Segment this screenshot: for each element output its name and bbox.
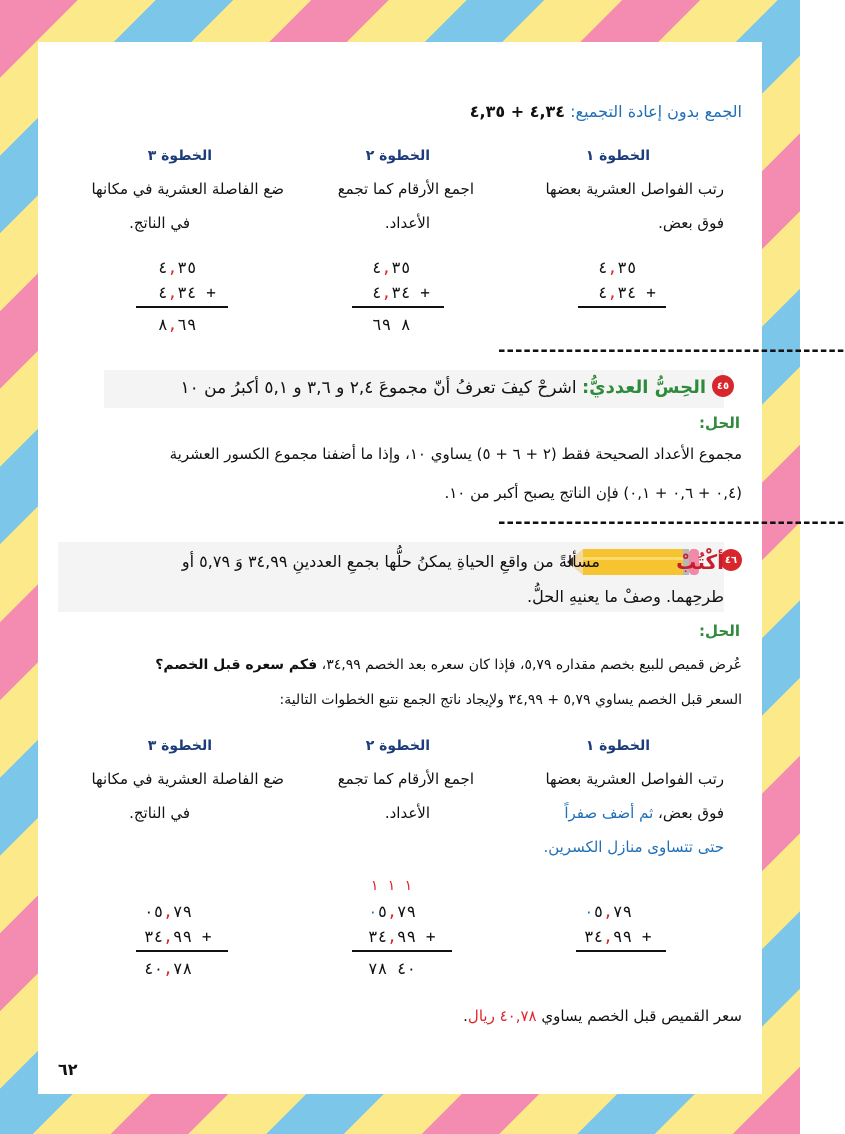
question-45-title: الحِسُّ العدديُّ: — [581, 377, 706, 398]
page-number: ٦٢ — [58, 1060, 78, 1079]
heading-expression: ٤,٣٤ + ٤,٣٥ — [469, 102, 566, 121]
calc2-step2-addend1: ٠٥,٧٩ — [368, 902, 417, 921]
calc1-step2-addend2: ٤,٣٤ + — [372, 283, 430, 302]
step3b-title: الخطوة ٣ — [147, 738, 212, 754]
step1-text-line2: فوق بعض. — [658, 214, 724, 232]
step2-text-line1: اجمع الأرقام كما تجمع — [337, 180, 474, 198]
question-46-solution-label: الحل: — [699, 622, 740, 640]
conclusion-value: ٤٠,٧٨ ريال — [467, 1007, 537, 1025]
calc2-step3-sum: ٤٠,٧٨ — [144, 959, 193, 978]
question-45-text: اشرحْ كيفَ تعرفُ أنّ مجموعَ ٢,٤ و ٣,٦ و ٥,١ أكبرُ من ١٠ — [180, 378, 577, 398]
divider-dashes-2: ----------------------------------------- — [498, 512, 845, 533]
question-46-price-line: السعر قبل الخصم يساوي ٥,٧٩ + ٣٤,٩٩ ولإيجاد ناتج الجمع نتبع الخطوات التالية: — [279, 692, 742, 708]
step1-text-line1: رتب الفواصل العشرية بعضها — [545, 180, 724, 198]
step1b-text-line2: فوق بعض، ثم أضف صفراً — [564, 804, 724, 822]
calc1-step1-addend2: ٤,٣٤ + — [598, 283, 656, 302]
step3-text-line1: ضع الفاصلة العشرية في مكانها — [91, 180, 284, 198]
question-46-text-line1: مسألةً من واقعِ الحياةِ يمكنُ حلُّها بجمعِ العددينِ ٣٤,٩٩ وَ ٥,٧٩ أو — [181, 552, 600, 571]
step2b-title: الخطوة ٢ — [365, 738, 430, 754]
step2-text-line2: الأعداد. — [384, 214, 430, 232]
calc1-step3-rule — [136, 306, 228, 308]
calc2-step2-sum: ٤٠ ٧٨ — [368, 959, 417, 978]
calc2-step3-addend2: ٣٤,٩٩ + — [144, 927, 212, 946]
question-45-answer-line2: (٠,٤ + ٠,٦ + ٠,١) فإن الناتج يصبح أكبر من ١٠. — [444, 484, 742, 502]
question-45-solution-label: الحل: — [699, 414, 740, 432]
step1b-text-line1: رتب الفواصل العشرية بعضها — [545, 770, 724, 788]
plus-sign: + — [646, 283, 656, 302]
calc1-step2-sum: ٨ ٦٩ — [372, 315, 411, 334]
calc2-step1-rule — [576, 950, 666, 952]
conclusion-line: سعر القميص قبل الخصم يساوي ٤٠,٧٨ ريال. — [463, 1007, 742, 1025]
step2b-text-line1: اجمع الأرقام كما تجمع — [337, 770, 474, 788]
calc1-step2-rule — [352, 306, 444, 308]
calc2-step3-rule — [136, 950, 228, 952]
question-45-answer-line1: مجموع الأعداد الصحيحة فقط (٢ + ٦ + ٥) يساوي ١٠، وإذا ما أضفنا مجموع الكسور العشرية — [169, 445, 742, 463]
step1b-text-line3: حتى تتساوى منازل الكسرين. — [543, 838, 724, 856]
question-45-number-badge: ٤٥ — [712, 375, 734, 397]
step3-text-line2: في الناتج. — [129, 214, 190, 232]
step1-title: الخطوة ١ — [585, 148, 650, 164]
divider-dashes-1: ----------------------------------------- — [498, 340, 845, 361]
calc1-step3-addend1: ٤,٣٥ — [158, 258, 197, 277]
step3-title: الخطوة ٣ — [147, 148, 212, 164]
calc1-step2-addend1: ٤,٣٥ — [372, 258, 411, 277]
step3b-text-line2: في الناتج. — [129, 804, 190, 822]
calc2-step2-rule — [352, 950, 452, 952]
step1b-title: الخطوة ١ — [585, 738, 650, 754]
calc2-step1-addend1: ٠٥,٧٩ — [584, 902, 633, 921]
calc2-step1-addend2: ٣٤,٩٩ + — [584, 927, 652, 946]
question-46-problem: عُرض قميص للبيع بخصم مقداره ٥,٧٩، فإذا كان سعره بعد الخصم ٣٤,٩٩، فكم سعره قبل الخصم؟ — [155, 657, 742, 673]
calc1-step3-sum: ٨,٦٩ — [158, 315, 197, 334]
calc2-carry-digits: ١ ١ ١ — [370, 878, 413, 894]
calc1-step1-rule — [578, 306, 666, 308]
section-heading — [470, 102, 742, 121]
calc2-step3-addend1: ٠٥,٧٩ — [144, 902, 193, 921]
step2b-text-line2: الأعداد. — [384, 804, 430, 822]
question-45-line — [180, 377, 706, 398]
question-46-number-badge: ٤٦ — [720, 549, 742, 571]
calc1-step3-addend2: ٤,٣٤ + — [158, 283, 216, 302]
question-46-title: أكْتُبْ — [676, 550, 724, 574]
calc2-step2-addend2: ٣٤,٩٩ + — [368, 927, 436, 946]
step3b-text-line1: ضع الفاصلة العشرية في مكانها — [91, 770, 284, 788]
heading-label: الجمع بدون إعادة التجميع: — [570, 102, 742, 121]
step2-title: الخطوة ٢ — [365, 148, 430, 164]
calc1-step1-addend1: ٤,٣٥ — [598, 258, 637, 277]
question-46-text-line2: طرحِهما. وصفْ ما يعنيهِ الحلُّ. — [527, 587, 724, 606]
